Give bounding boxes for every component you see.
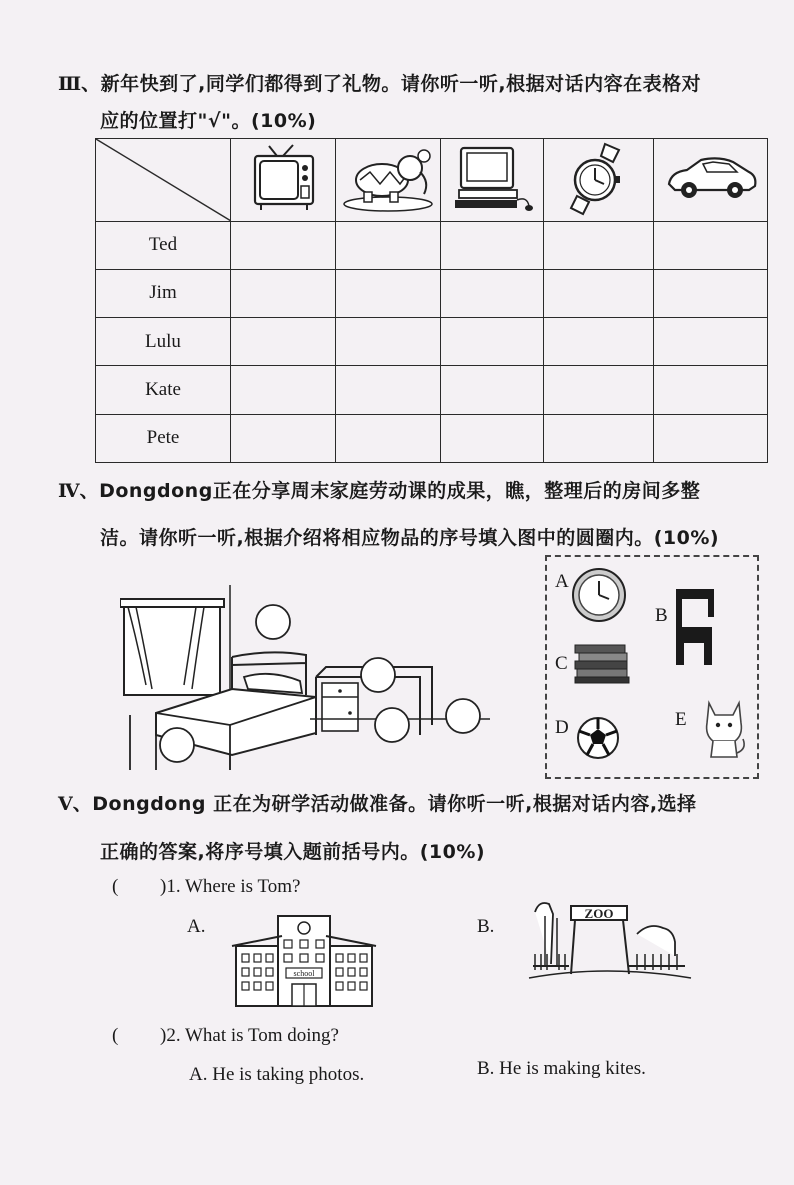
answer-circle[interactable] — [375, 708, 409, 742]
answer-cell[interactable] — [231, 318, 336, 366]
gift-cell-elephant — [336, 139, 441, 222]
student-name: Jim — [96, 269, 231, 317]
q2-option-b: B. He is making kites. — [477, 1058, 646, 1079]
item-letter: A — [555, 571, 569, 592]
books-icon — [573, 641, 631, 685]
item-letter: E — [675, 709, 687, 730]
section-4-numeral: Ⅳ — [58, 480, 80, 502]
answer-cell[interactable] — [441, 366, 544, 414]
diagonal-line — [96, 139, 231, 221]
gift-cell-computer — [441, 139, 544, 222]
answer-cell[interactable] — [544, 318, 654, 366]
answer-cell[interactable] — [336, 269, 441, 317]
section-4-heading-line1 — [58, 477, 700, 505]
computer-icon — [449, 142, 535, 214]
item-letter: C — [555, 653, 568, 674]
q2-answer-bracket[interactable]: ( — [112, 1025, 119, 1046]
answer-cell[interactable] — [544, 366, 654, 414]
gift-header-row — [96, 139, 768, 222]
section-3-instruction-2: 应的位置打"√"。(10%) — [100, 110, 317, 132]
bedroom-illustration — [120, 585, 540, 770]
answer-cell[interactable] — [231, 414, 336, 462]
item-letter: D — [555, 717, 569, 738]
watch-icon — [559, 140, 639, 216]
toy-car-icon — [663, 148, 759, 208]
student-name: Kate — [96, 366, 231, 414]
answer-circle[interactable] — [361, 658, 395, 692]
section-4-instruction-1: 、Dongdong正在分享周末家庭劳动课的成果，瞧，整理后的房间多整 — [79, 480, 701, 502]
diagonal-header-cell — [96, 139, 231, 222]
answer-cell[interactable] — [654, 269, 768, 317]
answer-cell[interactable] — [544, 269, 654, 317]
answer-cell[interactable] — [336, 366, 441, 414]
q1-answer-bracket[interactable]: ( — [112, 876, 119, 897]
table-row — [96, 366, 768, 414]
student-name: Pete — [96, 414, 231, 462]
item-letter: B — [655, 605, 668, 626]
student-name: Lulu — [96, 318, 231, 366]
answer-cell[interactable] — [544, 414, 654, 462]
student-name: Ted — [96, 221, 231, 269]
q2-option-a: A. He is taking photos. — [189, 1064, 365, 1085]
answer-cell[interactable] — [441, 414, 544, 462]
q2-question: )2. What is Tom doing? — [160, 1025, 339, 1046]
clock-icon — [571, 567, 627, 623]
gift-cell-car — [654, 139, 768, 222]
table-row — [96, 414, 768, 462]
zoo-sign-text: ZOO — [584, 906, 614, 921]
answer-circle[interactable] — [446, 699, 480, 733]
zoo-icon — [525, 894, 695, 984]
cat-icon — [699, 695, 749, 761]
answer-cell[interactable] — [654, 414, 768, 462]
section-4-instruction-2: 洁。请你听一听,根据介绍将相应物品的序号填入图中的圆圈内。(10%) — [100, 527, 720, 549]
answer-cell[interactable] — [231, 269, 336, 317]
gift-cell-tv — [231, 139, 336, 222]
school-icon — [230, 906, 378, 1010]
section-3-numeral: Ⅲ — [58, 73, 82, 95]
table-row — [96, 221, 768, 269]
section-5-instruction-1: 、Dongdong 正在为研学活动做准备。请你听一听,根据对话内容,选择 — [72, 793, 697, 815]
table-row — [96, 318, 768, 366]
answer-cell[interactable] — [336, 414, 441, 462]
answer-cell[interactable] — [441, 318, 544, 366]
answer-cell[interactable] — [544, 221, 654, 269]
table-row — [96, 269, 768, 317]
q1-question: )1. Where is Tom? — [160, 876, 301, 897]
item-options-panel — [545, 555, 759, 779]
section-5-instruction-2: 正确的答案,将序号填入题前括号内。(10%) — [100, 841, 486, 863]
q1-option-a-label: A. — [187, 916, 206, 937]
football-icon — [575, 715, 621, 761]
answer-circle[interactable] — [160, 728, 194, 762]
school-sign-text: school — [293, 969, 315, 978]
answer-cell[interactable] — [441, 269, 544, 317]
answer-circle[interactable] — [256, 605, 290, 639]
q1-option-b-label: B. — [477, 916, 495, 937]
section-5-heading-line1 — [58, 790, 697, 818]
toy-elephant-icon — [340, 142, 436, 214]
chair-icon — [672, 587, 718, 667]
answer-cell[interactable] — [336, 318, 441, 366]
answer-cell[interactable] — [231, 221, 336, 269]
gift-cell-watch — [544, 139, 654, 222]
section-3-instruction-1: 、新年快到了,同学们都得到了礼物。请你听一听,根据对话内容在表格对 — [81, 73, 702, 95]
answer-cell[interactable] — [336, 221, 441, 269]
answer-cell[interactable] — [654, 366, 768, 414]
section-3-heading-line1 — [58, 70, 701, 98]
answer-cell[interactable] — [441, 221, 544, 269]
answer-cell[interactable] — [231, 366, 336, 414]
section-5-numeral: Ⅴ — [58, 793, 73, 815]
answer-cell[interactable] — [654, 318, 768, 366]
answer-cell[interactable] — [654, 221, 768, 269]
tv-icon — [243, 142, 323, 214]
gift-table — [95, 138, 768, 463]
